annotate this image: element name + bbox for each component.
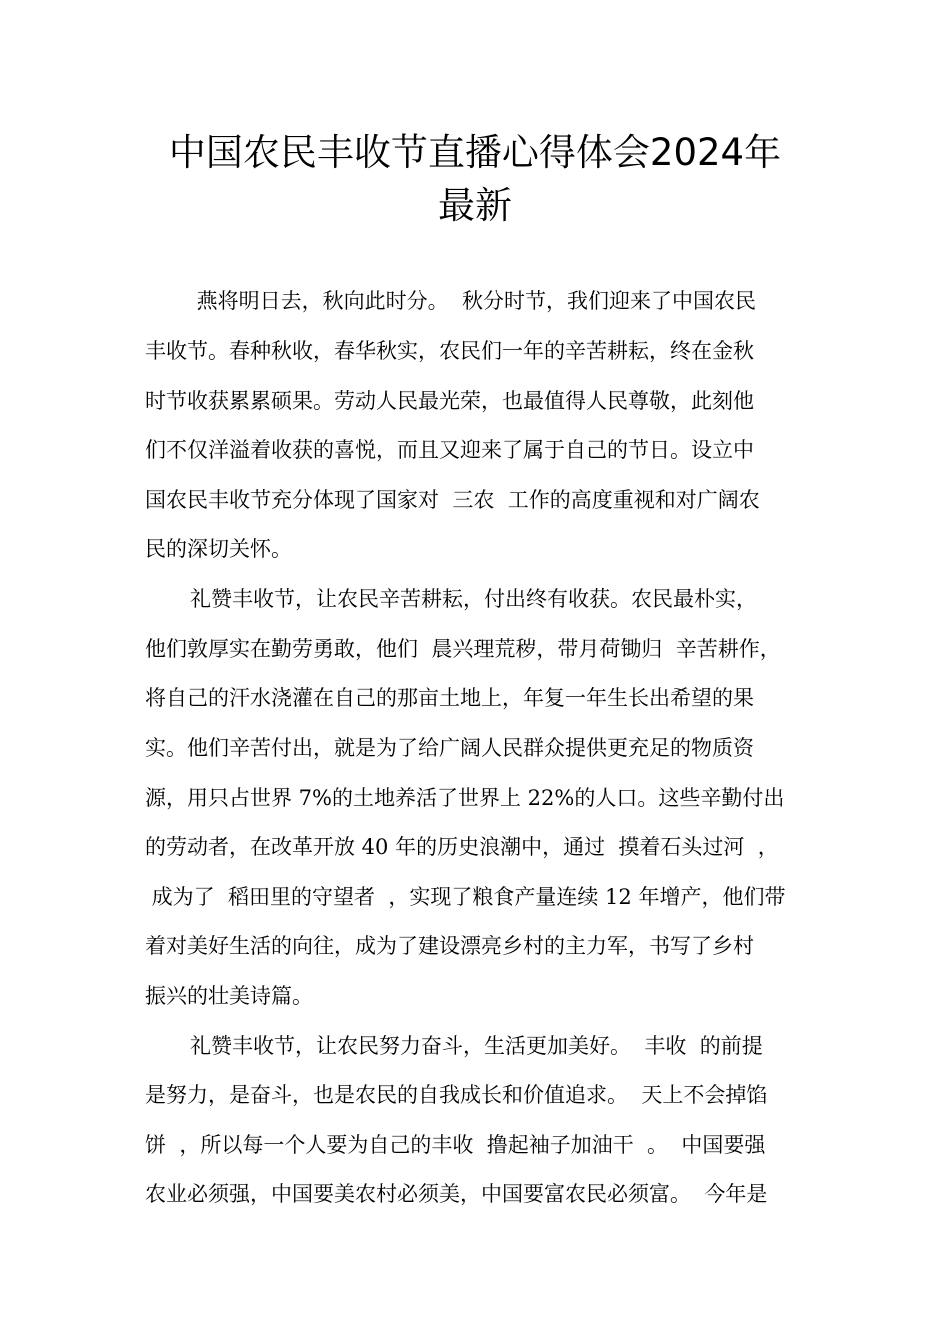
body-line: 着对美好生活的向往，成为了建设漂亮乡村的主力军，书写了乡村 [145, 934, 754, 958]
body-line: 他们敦厚实在勤劳勇敢，他们 晨兴理荒秽，带月荷锄归 辛苦耕作， [145, 637, 781, 661]
body-line: 振兴的壮美诗篇。 [145, 984, 313, 1008]
body-line: 丰收节。春种秋收，春华秋实，农民们一年的辛苦耕耘，终在金秋 [145, 339, 754, 363]
body-line: 礼赞丰收节，让农民辛苦耕耘，付出终有收获。农民最朴实， [190, 587, 757, 611]
body-line: 将自己的汗水浇灌在自己的那亩土地上，年复一年生长出希望的果 [145, 686, 754, 710]
body-line: 农业必须强，中国要美农村必须美，中国要富农民必须富。 今年是 [145, 1182, 768, 1206]
body-line: 饼 ，所以每一个人要为自己的丰收 撸起袖子加油干 。 中国要强 [145, 1133, 766, 1157]
body-line: 国农民丰收节充分体现了国家对 三农 工作的高度重视和对广阔农 [145, 488, 760, 512]
body-line: 成为了 稻田里的守望者 ，实现了粮食产量连续 12 年增产，他们带 [145, 885, 786, 909]
body-line: 燕将明日去，秋向此时分。 秋分时节，我们迎来了中国农民 [190, 289, 757, 313]
body-line: 们不仅洋溢着收获的喜悦，而且又迎来了属于自己的节日。设立中 [145, 438, 754, 462]
body-line: 的劳动者，在改革开放 40 年的历史浪潮中，通过 摸着石头过河 ， [145, 835, 779, 859]
body-line: 实。他们辛苦付出，就是为了给广阔人民群众提供更充足的物质资 [145, 736, 754, 760]
document-title-line-2: 最新 [438, 184, 512, 227]
body-line: 礼赞丰收节，让农民努力奋斗，生活更加美好。 丰收 的前提 [190, 1034, 763, 1058]
body-line: 是努力，是奋斗，也是农民的自我成长和价值追求。 天上不会掉馅 [145, 1083, 768, 1107]
body-line: 民的深切关怀。 [145, 537, 292, 561]
document-title-line-1: 中国农民丰收节直播心得体会2024年 [168, 131, 782, 174]
body-line: 时节收获累累硕果。劳动人民最光荣，也最值得人民尊敬，此刻他 [145, 389, 754, 413]
body-line: 源，用只占世界 7%的土地养活了世界上 22%的人口。这些辛勤付出 [145, 786, 785, 810]
